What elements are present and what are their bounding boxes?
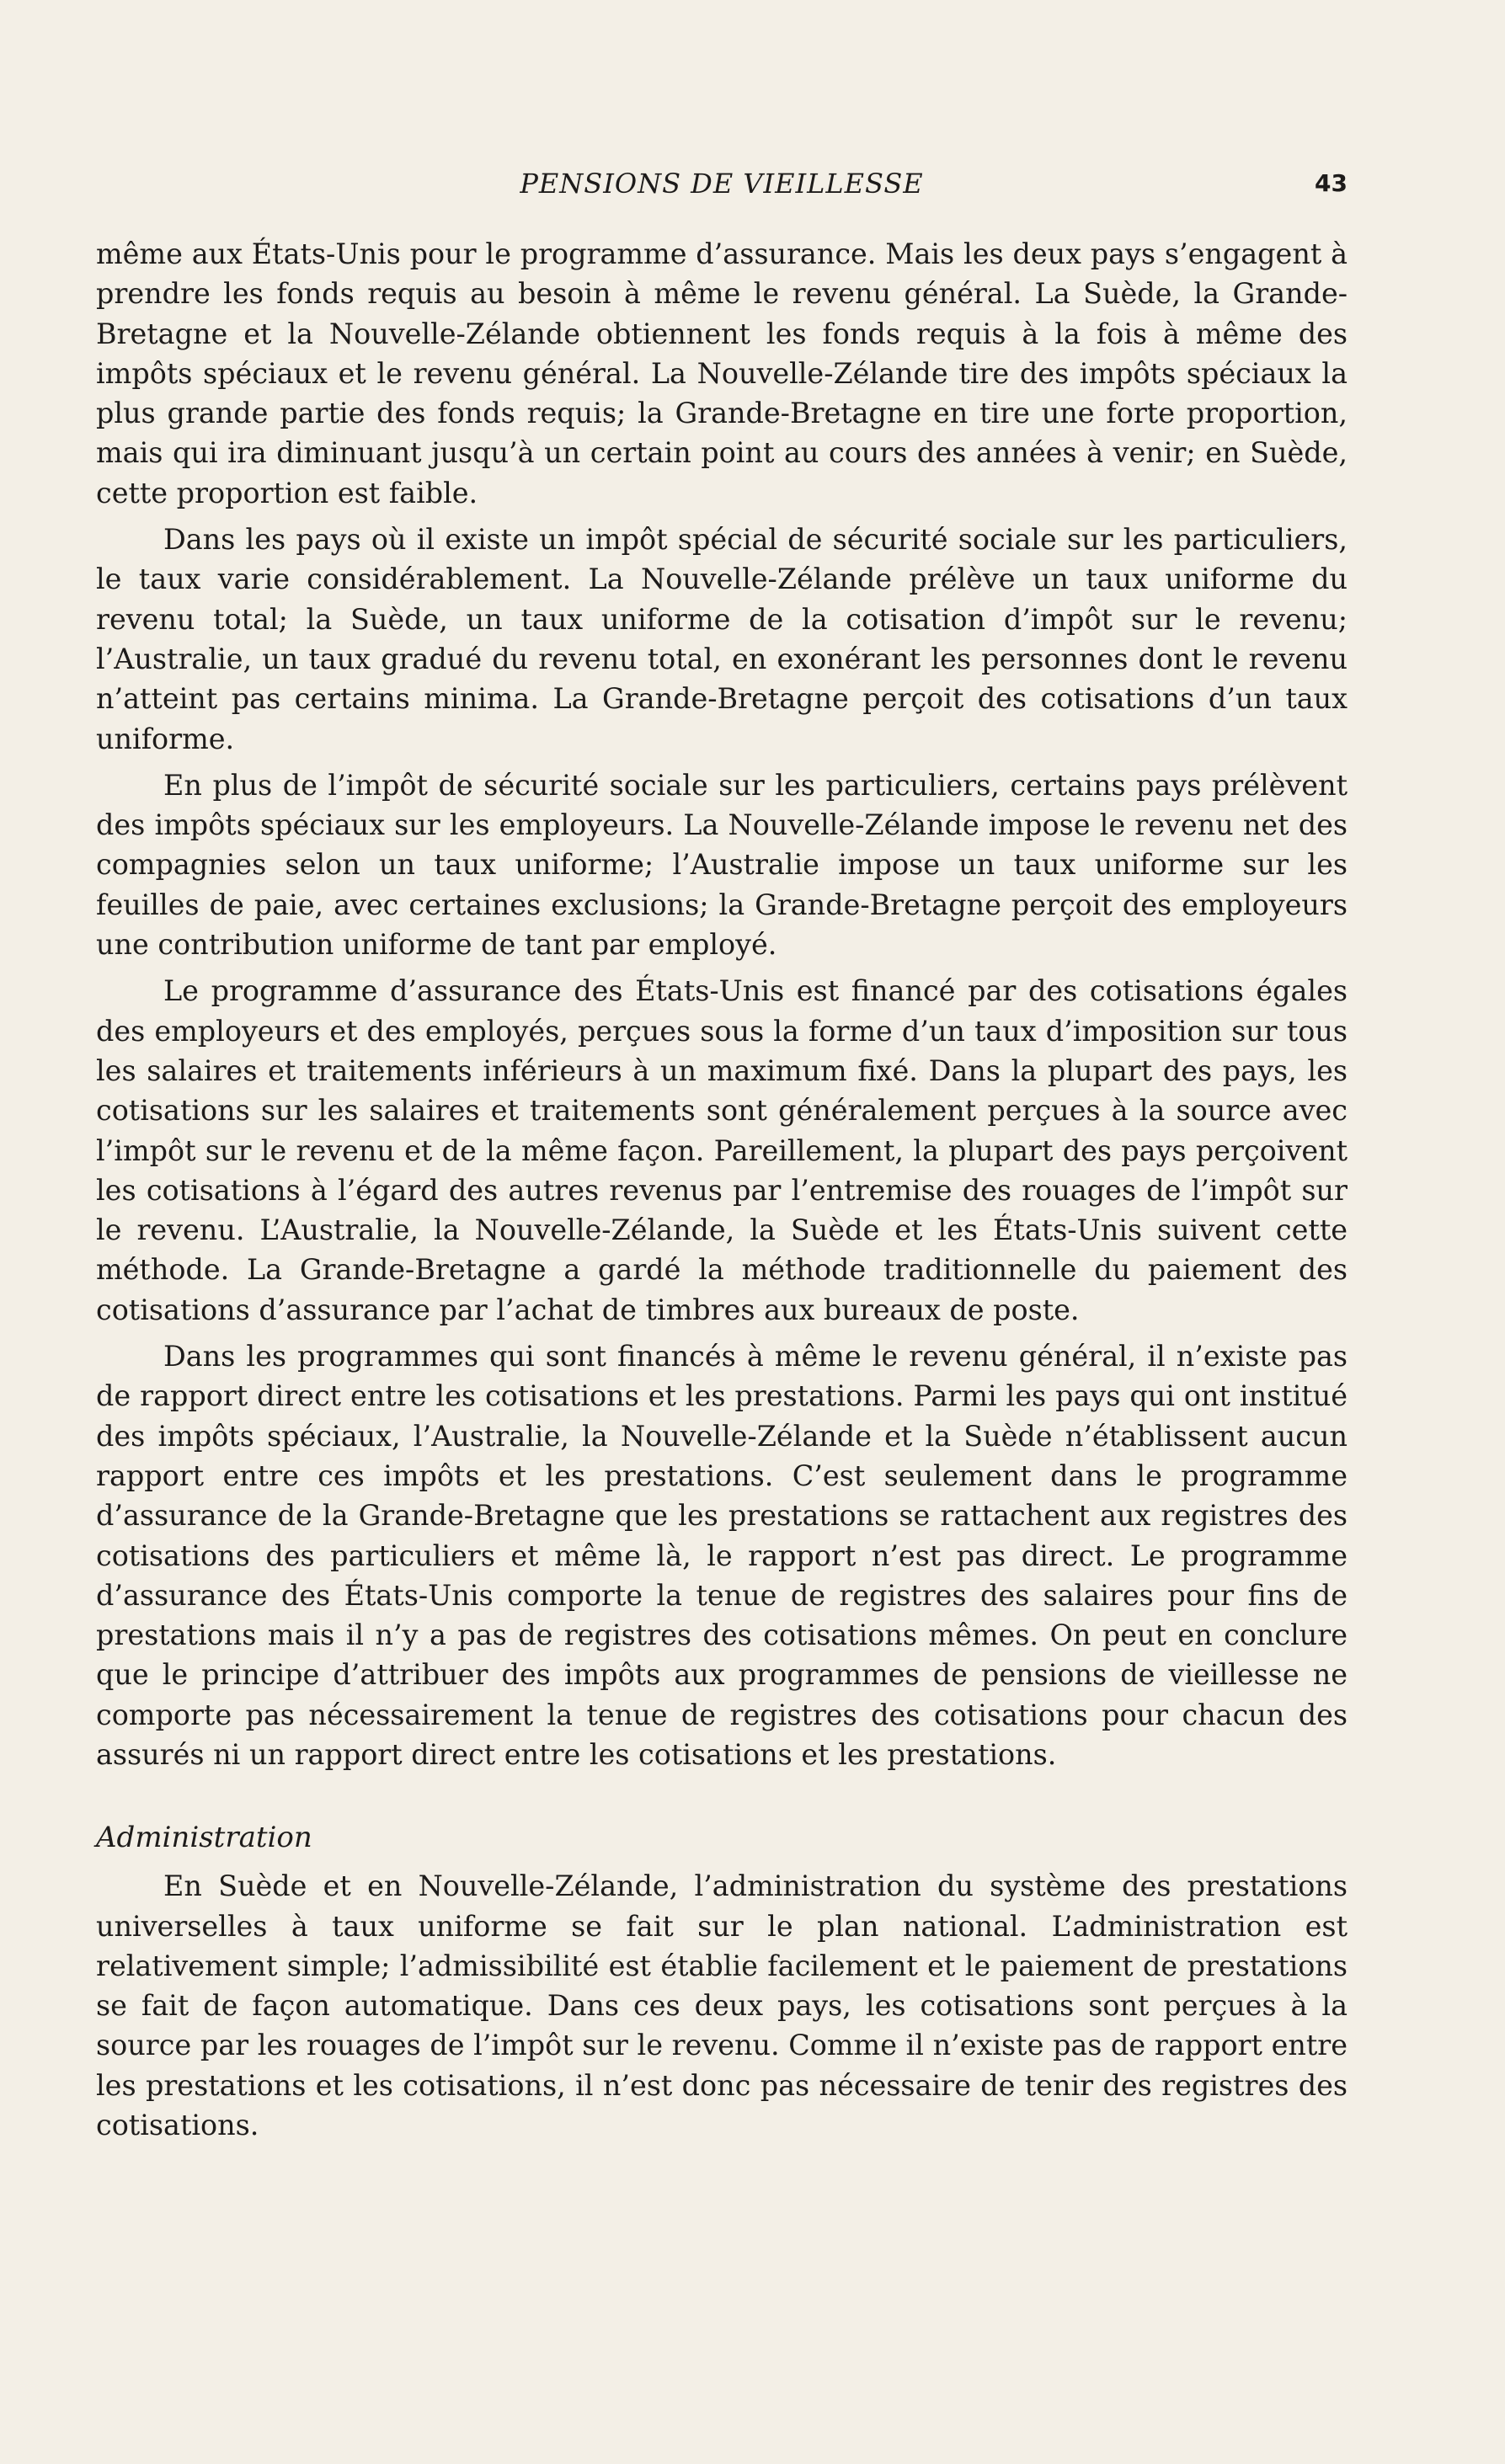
running-title: PENSIONS DE VIEILLESSE xyxy=(520,168,924,200)
paragraph-contributions-benefits-link: Dans les programmes qui sont financés à même le revenu général, il n’existe pas de rapport direct entre les cotisations et les prestations. Parmi les pays qui ont institué des impôts spéciaux, l’Australie, la Nouvelle-Zélande et la Suède n’établissent aucun rapport entre ces impôts et les prestations. C’est seulement dans le programme d’assurance de la Grande-Bretagne que les prestations se rattachent aux registres des cotisations des particuliers et même là, le rapport n’est pas direct. Le programme d’assurance des États-Unis comporte la tenue de registres des salaires pour fins de prestations mais il n’y a pas de registres des cotisations mêmes. On peut en conclure que le principe d’attribuer des impôts aux programmes de pensions de vieillesse ne comporte pas nécessairement la tenue de registres des cotisations pour chacun des assurés ni un rapport direct entre les cotisations et les prestations. xyxy=(96,1340,1348,1771)
running-head xyxy=(96,165,1348,202)
paragraph-continued: même aux États-Unis pour le programme d’assurance. Mais les deux pays s’engagent à prendre les fonds requis au besoin à même le revenu général. La Suède, la Grande-Bretagne et la Nouvelle-Zélande obtiennent les fonds requis à la fois à même des impôts spéciaux et le revenu général. La Nouvelle-Zélande tire des impôts spéciaux la plus grande partie des fonds requis; la Grande-Bretagne en tire une forte proportion, mais qui ira diminuant jusqu’à un certain point au cours des années à venir; en Suède, cette proportion est faible. xyxy=(96,237,1348,509)
page-number: 43 xyxy=(1315,169,1348,197)
body-text xyxy=(96,234,1348,2152)
paragraph-employer-taxes: En plus de l’impôt de sécurité sociale sur les particuliers, certains pays prélèvent des impôts spéciaux sur les employeurs. La Nouvelle-Zélande impose le revenu net des compagnies selon un taux uniforme; l’Australie impose un taux uniforme sur les feuilles de paie, avec certaines exclusions; la Grande-Bretagne perçoit des employeurs une contribution uniforme de tant par employé. xyxy=(96,768,1348,962)
section-heading-administration: Administration xyxy=(96,1821,312,1855)
paragraph-administration: En Suède et en Nouvelle-Zélande, l’administration du système des prestations universelles à taux uniforme se fait sur le plan national. L’administration est relativement simple; l’admissibilité est établie facilement et le paiement de prestations se fait de façon automatique. Dans ces deux pays, les cotisations sont perçues à la source par les rouages de l’impôt sur le revenu. Comme il n’existe pas de rapport entre les prestations et les cotisations, il n’est donc pas nécessaire de tenir des registres des cotisations. xyxy=(96,1869,1348,2142)
paragraph-us-insurance-financing: Le programme d’assurance des États-Unis est financé par des cotisations égales des employeurs et des employés, perçues sous la forme d’un taux d’imposition sur tous les salaires et traitements inférieurs à un maximum fixé. Dans la plupart des pays, les cotisations sur les salaires et traitements sont généralement perçues à la source avec l’impôt sur le revenu et de la même façon. Pareillement, la plupart des pays perçoivent les cotisations à l’égard des autres revenus par l’entremise des rouages de l’impôt sur le revenu. L’Australie, la Nouvelle-Zélande, la Suède et les États-Unis suivent cette méthode. La Grande-Bretagne a gardé la méthode traditionnelle du paiement des cotisations d’assurance par l’achat de timbres aux bureaux de poste. xyxy=(96,974,1348,1326)
paragraph-special-taxes-individuals: Dans les pays où il existe un impôt spécial de sécurité sociale sur les particuliers, le taux varie considérablement. La Nouvelle-Zélande prélève un taux uniforme du revenu total; la Suède, un taux uniforme de la cotisation d’impôt sur le revenu; l’Australie, un taux gradué du revenu total, en exonérant les personnes dont le revenu n’atteint pas certains minima. La Grande-Bretagne perçoit des cotisations d’un taux uniforme. xyxy=(96,523,1348,755)
